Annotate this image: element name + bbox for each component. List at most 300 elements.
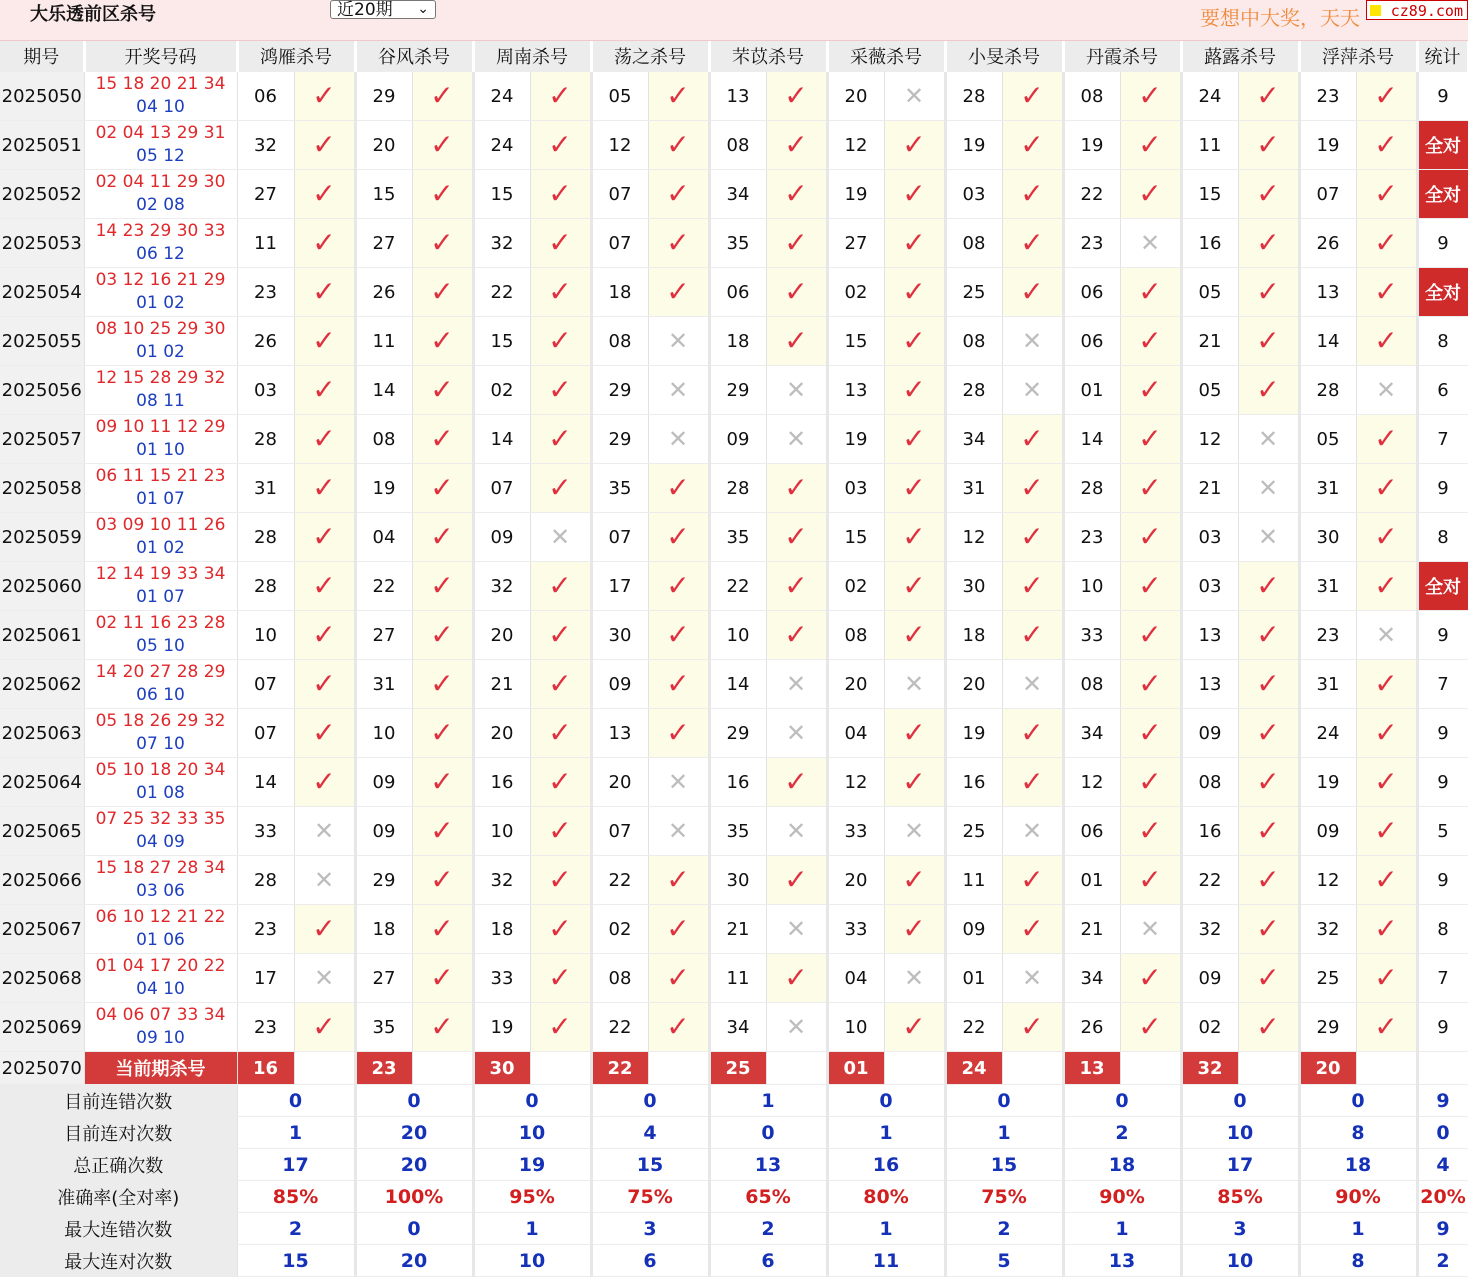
kill-number-cell: 35 bbox=[709, 219, 766, 268]
stat-cell: 9 bbox=[1417, 219, 1468, 268]
kill-number-cell: 34 bbox=[945, 415, 1002, 464]
check-icon: ✓ bbox=[430, 79, 454, 112]
summary-value: 17 bbox=[237, 1149, 355, 1181]
summary-label: 目前连错次数 bbox=[0, 1085, 237, 1117]
result-mark-cell bbox=[294, 268, 355, 317]
result-mark-cell bbox=[530, 317, 591, 366]
summary-label: 目前连对次数 bbox=[0, 1117, 237, 1149]
result-mark-cell bbox=[530, 954, 591, 1003]
check-icon: ✓ bbox=[666, 961, 690, 994]
result-mark-cell bbox=[766, 170, 827, 219]
result-mark-cell bbox=[1002, 562, 1063, 611]
check-icon: ✓ bbox=[312, 226, 336, 259]
check-icon: ✓ bbox=[1374, 961, 1398, 994]
front-numbers: 09 10 11 12 29 bbox=[95, 417, 226, 437]
draw-numbers-cell bbox=[84, 562, 237, 611]
kill-number-cell: 15 bbox=[827, 317, 884, 366]
result-mark-cell bbox=[1120, 366, 1181, 415]
result-mark-cell bbox=[884, 170, 945, 219]
kill-number-cell: 10 bbox=[709, 611, 766, 660]
summary-value: 20 bbox=[355, 1117, 473, 1149]
kill-number-cell: 30 bbox=[591, 611, 648, 660]
kill-number-cell: 02 bbox=[473, 366, 530, 415]
check-icon: ✓ bbox=[1138, 177, 1162, 210]
check-icon: ✓ bbox=[666, 569, 690, 602]
col-header-issue: 期号 bbox=[0, 41, 84, 72]
front-numbers: 12 14 19 33 34 bbox=[95, 564, 226, 584]
check-icon: ✓ bbox=[666, 275, 690, 308]
draw-numbers-cell bbox=[84, 1003, 237, 1052]
kill-number-cell: 23 bbox=[1299, 72, 1356, 121]
kill-number-cell: 14 bbox=[709, 660, 766, 709]
check-icon: ✓ bbox=[784, 520, 808, 553]
check-icon: ✓ bbox=[784, 177, 808, 210]
check-icon: ✓ bbox=[902, 177, 926, 210]
check-icon: ✓ bbox=[902, 863, 926, 896]
result-mark-cell bbox=[1120, 72, 1181, 121]
result-mark-cell bbox=[1120, 1003, 1181, 1052]
result-mark-cell bbox=[1238, 72, 1299, 121]
result-mark-cell bbox=[766, 954, 827, 1003]
kill-number-cell: 27 bbox=[237, 170, 294, 219]
kill-number-cell: 15 bbox=[355, 170, 412, 219]
result-mark-cell bbox=[1120, 562, 1181, 611]
cross-icon: ✕ bbox=[785, 425, 807, 453]
front-numbers: 14 23 29 30 33 bbox=[95, 221, 226, 241]
kill-number-cell: 24 bbox=[1181, 72, 1238, 121]
kill-number-cell: 27 bbox=[355, 219, 412, 268]
result-mark-cell bbox=[294, 709, 355, 758]
table-row bbox=[0, 807, 1468, 856]
kill-number-cell: 12 bbox=[1299, 856, 1356, 905]
kill-number-cell: 25 bbox=[945, 807, 1002, 856]
result-mark-cell bbox=[294, 219, 355, 268]
summary-value: 1 bbox=[827, 1213, 945, 1245]
back-numbers: 06 12 bbox=[136, 244, 185, 264]
kill-number-cell: 22 bbox=[709, 562, 766, 611]
result-mark-cell bbox=[648, 1003, 709, 1052]
result-mark-cell bbox=[648, 954, 709, 1003]
front-numbers: 04 06 07 33 34 bbox=[95, 1005, 226, 1025]
summary-value: 80% bbox=[827, 1181, 945, 1213]
check-icon: ✓ bbox=[548, 716, 572, 749]
check-icon: ✓ bbox=[902, 324, 926, 357]
kill-number-cell: 24 bbox=[1299, 709, 1356, 758]
summary-value: 3 bbox=[1181, 1213, 1299, 1245]
kill-number-cell: 14 bbox=[1063, 415, 1120, 464]
back-numbers: 03 06 bbox=[136, 881, 185, 901]
result-mark-cell bbox=[530, 758, 591, 807]
result-mark-cell bbox=[648, 905, 709, 954]
result-mark-cell bbox=[766, 219, 827, 268]
result-mark-cell bbox=[1120, 219, 1181, 268]
result-mark-cell bbox=[766, 317, 827, 366]
check-icon: ✓ bbox=[1374, 79, 1398, 112]
back-numbers: 05 12 bbox=[136, 146, 185, 166]
summary-value: 18 bbox=[1299, 1149, 1417, 1181]
result-mark-cell bbox=[648, 513, 709, 562]
issue-cell: 2025064 bbox=[0, 758, 84, 807]
kill-number-cell: 07 bbox=[237, 660, 294, 709]
result-mark-cell bbox=[1002, 366, 1063, 415]
summary-label: 最大连错次数 bbox=[0, 1213, 237, 1245]
kill-number-cell: 11 bbox=[945, 856, 1002, 905]
check-icon: ✓ bbox=[1256, 79, 1280, 112]
cross-icon: ✕ bbox=[313, 817, 335, 845]
result-mark-cell bbox=[766, 366, 827, 415]
result-mark-cell bbox=[530, 513, 591, 562]
result-mark-cell bbox=[1238, 611, 1299, 660]
result-mark-cell bbox=[530, 170, 591, 219]
check-icon: ✓ bbox=[902, 618, 926, 651]
cross-icon: ✕ bbox=[667, 768, 689, 796]
check-icon: ✓ bbox=[312, 275, 336, 308]
result-mark-cell bbox=[1238, 513, 1299, 562]
front-numbers: 15 18 20 21 34 bbox=[95, 74, 226, 94]
summary-value: 1 bbox=[1063, 1213, 1181, 1245]
result-mark-cell bbox=[530, 905, 591, 954]
summary-stat: 20% bbox=[1417, 1181, 1468, 1213]
summary-value: 11 bbox=[827, 1245, 945, 1277]
kill-number-cell: 29 bbox=[355, 72, 412, 121]
check-icon: ✓ bbox=[312, 1010, 336, 1043]
result-mark-cell bbox=[884, 317, 945, 366]
check-icon: ✓ bbox=[1256, 177, 1280, 210]
cross-icon: ✕ bbox=[1139, 915, 1161, 943]
check-icon: ✓ bbox=[1374, 569, 1398, 602]
kill-number-cell: 01 bbox=[1063, 366, 1120, 415]
summary-value: 3 bbox=[591, 1213, 709, 1245]
kill-number-cell: 27 bbox=[355, 954, 412, 1003]
summary-value: 20 bbox=[355, 1149, 473, 1181]
kill-number-cell: 19 bbox=[473, 1003, 530, 1052]
check-icon: ✓ bbox=[1374, 128, 1398, 161]
result-mark-cell bbox=[530, 611, 591, 660]
kill-number-cell: 29 bbox=[355, 856, 412, 905]
result-mark-cell bbox=[412, 758, 473, 807]
check-icon: ✓ bbox=[430, 814, 454, 847]
draw-numbers-cell bbox=[84, 758, 237, 807]
check-icon: ✓ bbox=[548, 275, 572, 308]
cross-icon: ✕ bbox=[1257, 425, 1279, 453]
kill-number-cell: 19 bbox=[1299, 121, 1356, 170]
summary-row bbox=[0, 1149, 1468, 1181]
result-mark-cell bbox=[884, 856, 945, 905]
result-mark-cell bbox=[1002, 121, 1063, 170]
summary-value: 90% bbox=[1299, 1181, 1417, 1213]
kill-number-cell: 22 bbox=[945, 1003, 1002, 1052]
check-icon: ✓ bbox=[1138, 79, 1162, 112]
check-icon: ✓ bbox=[784, 569, 808, 602]
kill-number-cell: 35 bbox=[355, 1003, 412, 1052]
kill-number-cell: 28 bbox=[945, 366, 1002, 415]
result-mark-cell bbox=[766, 856, 827, 905]
back-numbers: 01 08 bbox=[136, 783, 185, 803]
check-icon: ✓ bbox=[430, 961, 454, 994]
summary-value: 75% bbox=[591, 1181, 709, 1213]
check-icon: ✓ bbox=[666, 471, 690, 504]
summary-row bbox=[0, 1245, 1468, 1277]
front-numbers: 08 10 25 29 30 bbox=[95, 319, 226, 339]
kill-number-cell: 34 bbox=[1063, 709, 1120, 758]
result-mark-cell bbox=[412, 317, 473, 366]
current-spacer bbox=[884, 1052, 945, 1085]
check-icon: ✓ bbox=[1138, 275, 1162, 308]
stat-cell: 8 bbox=[1417, 905, 1468, 954]
stat-cell: 7 bbox=[1417, 660, 1468, 709]
kill-number-cell: 18 bbox=[709, 317, 766, 366]
result-mark-cell bbox=[1356, 513, 1417, 562]
result-mark-cell bbox=[766, 758, 827, 807]
draw-numbers-cell bbox=[84, 611, 237, 660]
result-mark-cell bbox=[1356, 464, 1417, 513]
check-icon: ✓ bbox=[1020, 226, 1044, 259]
check-icon: ✓ bbox=[430, 912, 454, 945]
kill-number-cell: 08 bbox=[945, 317, 1002, 366]
table-row bbox=[0, 268, 1468, 317]
kill-number-cell: 10 bbox=[355, 709, 412, 758]
cross-icon: ✕ bbox=[1021, 376, 1043, 404]
issue-cell: 2025068 bbox=[0, 954, 84, 1003]
kill-number-cell: 07 bbox=[1299, 170, 1356, 219]
result-mark-cell bbox=[1356, 72, 1417, 121]
summary-value: 6 bbox=[591, 1245, 709, 1277]
check-icon: ✓ bbox=[1138, 128, 1162, 161]
kill-number-cell: 18 bbox=[591, 268, 648, 317]
issue-cell: 2025052 bbox=[0, 170, 84, 219]
check-icon: ✓ bbox=[784, 324, 808, 357]
result-mark-cell bbox=[1356, 660, 1417, 709]
cross-icon: ✕ bbox=[1257, 474, 1279, 502]
kill-number-cell: 28 bbox=[1299, 366, 1356, 415]
check-icon: ✓ bbox=[666, 177, 690, 210]
cross-icon: ✕ bbox=[785, 670, 807, 698]
stat-cell: 9 bbox=[1417, 611, 1468, 660]
check-icon: ✓ bbox=[784, 275, 808, 308]
stat-cell: 全对 bbox=[1417, 562, 1468, 611]
result-mark-cell bbox=[294, 905, 355, 954]
table-row bbox=[0, 562, 1468, 611]
kill-number-cell: 11 bbox=[237, 219, 294, 268]
check-icon: ✓ bbox=[1138, 618, 1162, 651]
kill-number-cell: 07 bbox=[591, 170, 648, 219]
kill-number-cell: 33 bbox=[473, 954, 530, 1003]
back-numbers: 08 11 bbox=[136, 391, 185, 411]
check-icon: ✓ bbox=[430, 569, 454, 602]
draw-numbers-cell bbox=[84, 709, 237, 758]
table-row bbox=[0, 464, 1468, 513]
check-icon: ✓ bbox=[1374, 520, 1398, 553]
result-mark-cell bbox=[1120, 464, 1181, 513]
check-icon: ✓ bbox=[666, 667, 690, 700]
summary-value: 1 bbox=[709, 1085, 827, 1117]
kill-number-cell: 05 bbox=[591, 72, 648, 121]
result-mark-cell bbox=[884, 268, 945, 317]
draw-numbers-cell bbox=[84, 513, 237, 562]
check-icon: ✓ bbox=[548, 765, 572, 798]
kill-number-cell: 22 bbox=[591, 856, 648, 905]
kill-number-cell: 11 bbox=[1181, 121, 1238, 170]
result-mark-cell bbox=[1002, 464, 1063, 513]
table-row bbox=[0, 660, 1468, 709]
result-mark-cell bbox=[1238, 366, 1299, 415]
summary-value: 95% bbox=[473, 1181, 591, 1213]
cross-icon: ✕ bbox=[903, 670, 925, 698]
check-icon: ✓ bbox=[312, 373, 336, 406]
summary-value: 1 bbox=[237, 1117, 355, 1149]
col-header-expert: 鸿雁杀号 bbox=[237, 41, 355, 72]
col-header-expert: 丹霞杀号 bbox=[1063, 41, 1181, 72]
result-mark-cell bbox=[1356, 611, 1417, 660]
cross-icon: ✕ bbox=[1021, 964, 1043, 992]
result-mark-cell bbox=[766, 121, 827, 170]
summary-value: 0 bbox=[1181, 1085, 1299, 1117]
current-kill-number: 16 bbox=[237, 1052, 294, 1085]
kill-number-cell: 06 bbox=[1063, 268, 1120, 317]
summary-value: 20 bbox=[355, 1245, 473, 1277]
kill-number-cell: 29 bbox=[709, 366, 766, 415]
cross-icon: ✕ bbox=[1021, 670, 1043, 698]
cross-icon: ✕ bbox=[1375, 621, 1397, 649]
cross-icon: ✕ bbox=[313, 964, 335, 992]
issue-cell: 2025066 bbox=[0, 856, 84, 905]
result-mark-cell bbox=[530, 660, 591, 709]
check-icon: ✓ bbox=[1374, 765, 1398, 798]
check-icon: ✓ bbox=[1256, 863, 1280, 896]
result-mark-cell bbox=[530, 366, 591, 415]
kill-number-cell: 02 bbox=[1181, 1003, 1238, 1052]
issue-cell: 2025056 bbox=[0, 366, 84, 415]
kill-number-cell: 14 bbox=[1299, 317, 1356, 366]
check-icon: ✓ bbox=[430, 324, 454, 357]
check-icon: ✓ bbox=[548, 128, 572, 161]
current-kill-number: 20 bbox=[1299, 1052, 1356, 1085]
current-kill-number: 13 bbox=[1063, 1052, 1120, 1085]
front-numbers: 02 11 16 23 28 bbox=[95, 613, 226, 633]
kill-number-cell: 21 bbox=[709, 905, 766, 954]
kill-number-cell: 08 bbox=[591, 317, 648, 366]
table-row bbox=[0, 758, 1468, 807]
check-icon: ✓ bbox=[548, 569, 572, 602]
kill-number-cell: 33 bbox=[1063, 611, 1120, 660]
check-icon: ✓ bbox=[784, 128, 808, 161]
result-mark-cell bbox=[294, 758, 355, 807]
kill-number-cell: 23 bbox=[1063, 513, 1120, 562]
table-row bbox=[0, 954, 1468, 1003]
stat-cell: 全对 bbox=[1417, 121, 1468, 170]
result-mark-cell bbox=[1002, 513, 1063, 562]
check-icon: ✓ bbox=[1020, 912, 1044, 945]
result-mark-cell bbox=[530, 72, 591, 121]
table-header-row bbox=[0, 41, 1468, 72]
kill-number-cell: 05 bbox=[1181, 268, 1238, 317]
kill-number-cell: 22 bbox=[1181, 856, 1238, 905]
result-mark-cell bbox=[412, 268, 473, 317]
front-numbers: 03 09 10 11 26 bbox=[95, 515, 226, 535]
result-mark-cell bbox=[884, 954, 945, 1003]
check-icon: ✓ bbox=[784, 765, 808, 798]
summary-value: 19 bbox=[473, 1149, 591, 1181]
cross-icon: ✕ bbox=[785, 376, 807, 404]
summary-label: 准确率(全对率) bbox=[0, 1181, 237, 1213]
result-mark-cell bbox=[648, 660, 709, 709]
kill-number-cell: 20 bbox=[473, 611, 530, 660]
check-icon: ✓ bbox=[902, 520, 926, 553]
result-mark-cell bbox=[648, 807, 709, 856]
front-numbers: 15 18 27 28 34 bbox=[95, 858, 226, 878]
kill-number-cell: 06 bbox=[237, 72, 294, 121]
draw-numbers-cell bbox=[84, 807, 237, 856]
check-icon: ✓ bbox=[666, 863, 690, 896]
summary-value: 1 bbox=[945, 1117, 1063, 1149]
result-mark-cell bbox=[294, 366, 355, 415]
current-spacer bbox=[1120, 1052, 1181, 1085]
result-mark-cell bbox=[1356, 709, 1417, 758]
kill-number-cell: 34 bbox=[709, 170, 766, 219]
result-mark-cell bbox=[884, 1003, 945, 1052]
front-numbers: 02 04 13 29 31 bbox=[95, 123, 226, 143]
back-numbers: 04 10 bbox=[136, 97, 185, 117]
check-icon: ✓ bbox=[1374, 716, 1398, 749]
kill-number-cell: 03 bbox=[237, 366, 294, 415]
check-icon: ✓ bbox=[548, 226, 572, 259]
chevron-down-icon: ⌄ bbox=[417, 1, 429, 17]
result-mark-cell bbox=[1120, 611, 1181, 660]
summary-stat: 9 bbox=[1417, 1213, 1468, 1245]
result-mark-cell bbox=[766, 709, 827, 758]
kill-number-cell: 15 bbox=[827, 513, 884, 562]
cross-icon: ✕ bbox=[313, 866, 335, 894]
site-logo[interactable] bbox=[1366, 0, 1468, 20]
kill-number-cell: 23 bbox=[237, 1003, 294, 1052]
result-mark-cell bbox=[1238, 660, 1299, 709]
result-mark-cell bbox=[884, 415, 945, 464]
check-icon: ✓ bbox=[1374, 422, 1398, 455]
kill-number-cell: 13 bbox=[1299, 268, 1356, 317]
promo-slogan[interactable]: 要想中大奖，天天 bbox=[1200, 6, 1360, 30]
result-mark-cell bbox=[1120, 954, 1181, 1003]
check-icon: ✓ bbox=[430, 667, 454, 700]
current-kill-number: 22 bbox=[591, 1052, 648, 1085]
result-mark-cell bbox=[884, 562, 945, 611]
check-icon: ✓ bbox=[784, 226, 808, 259]
result-mark-cell bbox=[1238, 905, 1299, 954]
summary-value: 8 bbox=[1299, 1245, 1417, 1277]
period-select[interactable] bbox=[330, 0, 436, 19]
result-mark-cell bbox=[648, 170, 709, 219]
kill-number-cell: 13 bbox=[1181, 660, 1238, 709]
result-mark-cell bbox=[884, 513, 945, 562]
summary-value: 0 bbox=[237, 1085, 355, 1117]
result-mark-cell bbox=[1120, 121, 1181, 170]
cross-icon: ✕ bbox=[1021, 817, 1043, 845]
result-mark-cell bbox=[766, 562, 827, 611]
summary-row bbox=[0, 1181, 1468, 1213]
result-mark-cell bbox=[648, 72, 709, 121]
issue-cell: 2025061 bbox=[0, 611, 84, 660]
summary-value: 18 bbox=[1063, 1149, 1181, 1181]
result-mark-cell bbox=[1356, 415, 1417, 464]
col-header-expert: 浮萍杀号 bbox=[1299, 41, 1417, 72]
result-mark-cell bbox=[1002, 72, 1063, 121]
check-icon: ✓ bbox=[1020, 1010, 1044, 1043]
result-mark-cell bbox=[1120, 660, 1181, 709]
result-mark-cell bbox=[884, 464, 945, 513]
back-numbers: 05 10 bbox=[136, 636, 185, 656]
summary-row bbox=[0, 1213, 1468, 1245]
col-header-expert: 周南杀号 bbox=[473, 41, 591, 72]
check-icon: ✓ bbox=[1256, 765, 1280, 798]
